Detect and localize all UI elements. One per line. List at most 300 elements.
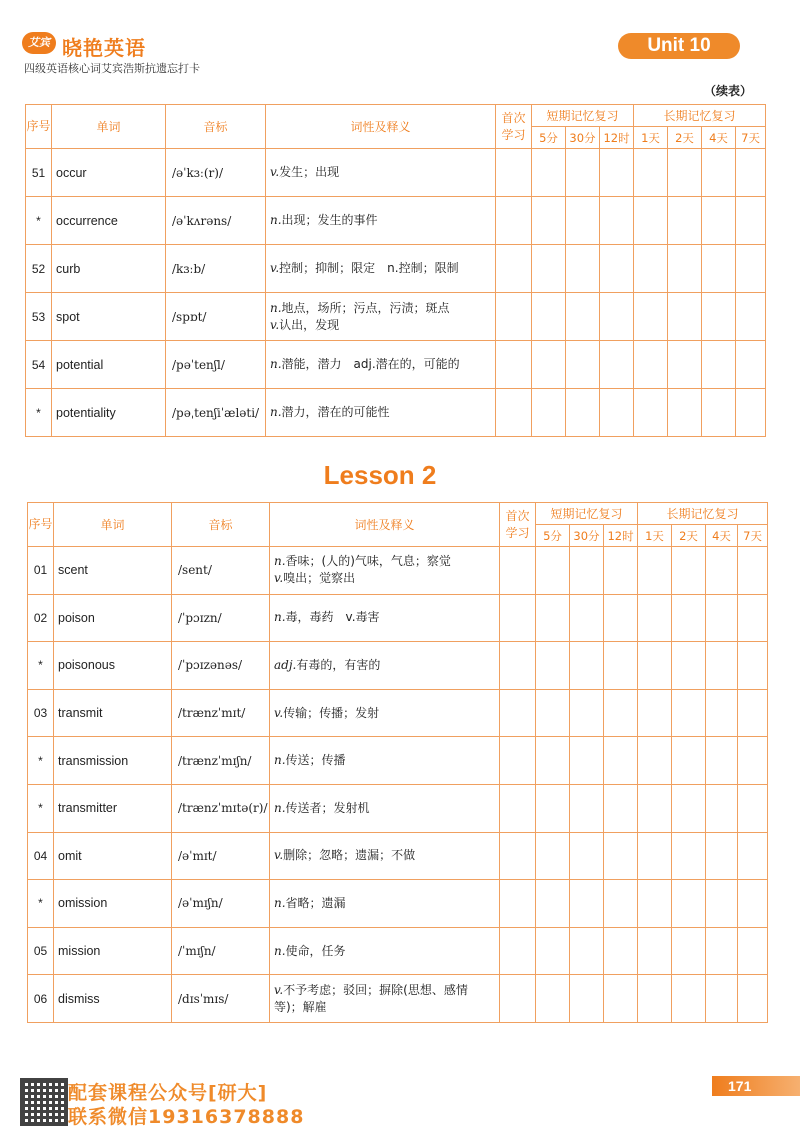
review-checkbox-cell[interactable]: [536, 927, 570, 975]
review-checkbox-cell[interactable]: [706, 880, 738, 928]
meaning-text: 嗅出；觉察出: [283, 571, 356, 586]
header-interval: 1天: [634, 127, 668, 149]
meaning-text: 毒，毒药 v.毒害: [285, 610, 380, 625]
review-checkbox-cell[interactable]: [638, 975, 672, 1023]
review-checkbox-cell[interactable]: [500, 784, 536, 832]
review-checkbox-cell[interactable]: [604, 594, 638, 642]
table-row: [28, 737, 768, 785]
header-interval: 7天: [736, 127, 766, 149]
review-checkbox-cell[interactable]: [604, 975, 638, 1023]
header-long-term: 长期记忆复习: [634, 105, 766, 127]
review-checkbox-cell[interactable]: [536, 832, 570, 880]
review-checkbox-cell[interactable]: [600, 245, 634, 293]
pronunciation-cell: /dɪsˈmɪs/: [172, 975, 270, 1023]
meaning-text: 删除；忽略；遗漏；不做: [283, 848, 416, 863]
header-first-study: 首次学习: [496, 105, 532, 149]
review-checkbox-cell[interactable]: [570, 594, 604, 642]
table-row: [28, 594, 768, 642]
table-row: [28, 975, 768, 1023]
word-cell: spot: [52, 293, 166, 341]
definition-line: [274, 982, 499, 999]
header-interval: 1天: [638, 525, 672, 547]
review-checkbox-cell[interactable]: [570, 737, 604, 785]
row-number: *: [28, 784, 54, 832]
review-checkbox-cell[interactable]: [496, 341, 532, 389]
meaning-text: 等)；解雇: [274, 999, 327, 1014]
word-cell: poison: [54, 594, 172, 642]
word-cell: scent: [54, 547, 172, 595]
row-number: 05: [28, 927, 54, 975]
review-checkbox-cell[interactable]: [604, 547, 638, 595]
review-checkbox-cell[interactable]: [738, 547, 768, 595]
review-checkbox-cell[interactable]: [672, 689, 706, 737]
qr-code: [20, 1078, 68, 1126]
pronunciation-cell: /əˈkɜː(r)/: [166, 149, 266, 197]
review-checkbox-cell[interactable]: [736, 245, 766, 293]
table-row: [28, 784, 768, 832]
review-checkbox-cell[interactable]: [702, 149, 736, 197]
review-checkbox-cell[interactable]: [702, 197, 736, 245]
header-short-term: 短期记忆复习: [536, 503, 638, 525]
review-checkbox-cell[interactable]: [638, 880, 672, 928]
part-of-speech: v.: [270, 165, 280, 179]
table-row: [26, 341, 766, 389]
review-checkbox-cell[interactable]: [500, 594, 536, 642]
row-number: 52: [26, 245, 52, 293]
review-checkbox-cell[interactable]: [536, 642, 570, 690]
row-number: 04: [28, 832, 54, 880]
review-checkbox-cell[interactable]: [604, 880, 638, 928]
meaning-text: 省略；遗漏: [285, 895, 346, 910]
review-checkbox-cell[interactable]: [496, 293, 532, 341]
row-number: 53: [26, 293, 52, 341]
definition-line: [274, 943, 499, 960]
review-checkbox-cell[interactable]: [706, 737, 738, 785]
definition-cell: [270, 975, 500, 1023]
table-row: [28, 927, 768, 975]
pronunciation-cell: /əˈkʌrəns/: [166, 197, 266, 245]
pronunciation-cell: /spɒt/: [166, 293, 266, 341]
review-checkbox-cell[interactable]: [702, 389, 736, 437]
definition-cell: [266, 197, 496, 245]
review-checkbox-cell[interactable]: [496, 389, 532, 437]
pronunciation-cell: /sent/: [172, 547, 270, 595]
review-checkbox-cell[interactable]: [638, 547, 672, 595]
header-interval: 2天: [668, 127, 702, 149]
definition-cell: [270, 927, 500, 975]
review-checkbox-cell[interactable]: [634, 197, 668, 245]
review-checkbox-cell[interactable]: [668, 293, 702, 341]
definition-cell: [270, 784, 500, 832]
review-checkbox-cell[interactable]: [604, 642, 638, 690]
review-checkbox-cell[interactable]: [706, 642, 738, 690]
table-row: [28, 547, 768, 595]
definition-line: [274, 553, 499, 570]
review-checkbox-cell[interactable]: [570, 784, 604, 832]
review-checkbox-cell[interactable]: [702, 293, 736, 341]
pronunciation-cell: /trænzˈmɪʃn/: [172, 737, 270, 785]
part-of-speech: n.: [274, 800, 286, 815]
review-checkbox-cell[interactable]: [672, 975, 706, 1023]
review-checkbox-cell[interactable]: [600, 389, 634, 437]
header-interval: 2天: [672, 525, 706, 547]
review-checkbox-cell[interactable]: [566, 149, 600, 197]
review-checkbox-cell[interactable]: [638, 737, 672, 785]
review-checkbox-cell[interactable]: [706, 689, 738, 737]
part-of-speech: v.: [270, 261, 280, 275]
part-of-speech: n.: [270, 357, 282, 371]
table-row: [28, 642, 768, 690]
review-checkbox-cell[interactable]: [668, 389, 702, 437]
part-of-speech: n.: [270, 300, 282, 315]
word-cell: dismiss: [54, 975, 172, 1023]
review-checkbox-cell[interactable]: [634, 245, 668, 293]
review-checkbox-cell[interactable]: [706, 975, 738, 1023]
definition-line: [274, 847, 499, 864]
review-checkbox-cell[interactable]: [496, 149, 532, 197]
definition-line: [274, 705, 499, 722]
row-number: 03: [28, 689, 54, 737]
table-row: [26, 149, 766, 197]
word-cell: potentiality: [52, 389, 166, 437]
pronunciation-cell: /ˈmɪʃn/: [172, 927, 270, 975]
promo-line-2: 联系微信19316378888: [68, 1106, 305, 1128]
review-checkbox-cell[interactable]: [500, 642, 536, 690]
review-checkbox-cell[interactable]: [532, 389, 566, 437]
definition-line: [270, 404, 495, 421]
header-def: 词性及释义: [266, 105, 496, 149]
part-of-speech: n.: [274, 610, 286, 625]
definition-cell: [270, 594, 500, 642]
part-of-speech: v.: [274, 982, 284, 997]
page-number-bar: [712, 1076, 800, 1096]
review-checkbox-cell[interactable]: [668, 341, 702, 389]
meaning-text: 潜力，潜在的可能性: [281, 405, 390, 419]
definition-cell: [266, 245, 496, 293]
meaning-text: 传送者；发射机: [285, 800, 370, 815]
review-checkbox-cell[interactable]: [706, 594, 738, 642]
word-cell: poisonous: [54, 642, 172, 690]
definition-line: [270, 356, 495, 373]
part-of-speech: n.: [274, 943, 286, 958]
review-checkbox-cell[interactable]: [634, 149, 668, 197]
review-checkbox-cell[interactable]: [496, 197, 532, 245]
definition-line: [270, 164, 495, 181]
part-of-speech: v.: [274, 848, 284, 863]
review-checkbox-cell[interactable]: [536, 594, 570, 642]
definition-line: [274, 895, 499, 912]
review-checkbox-cell[interactable]: [600, 149, 634, 197]
review-checkbox-cell[interactable]: [672, 927, 706, 975]
review-checkbox-cell[interactable]: [738, 927, 768, 975]
vocab-table-1: [25, 104, 766, 437]
word-cell: transmitter: [54, 784, 172, 832]
review-checkbox-cell[interactable]: [706, 832, 738, 880]
table-row: [28, 832, 768, 880]
definition-cell: [270, 689, 500, 737]
header-word: 单词: [54, 503, 172, 547]
pronunciation-cell: /trænzˈmɪtə(r)/: [172, 784, 270, 832]
brand-name: 晓艳英语: [62, 36, 146, 60]
meaning-text: 有毒的，有害的: [296, 657, 381, 672]
part-of-speech: n.: [274, 895, 286, 910]
review-checkbox-cell[interactable]: [566, 245, 600, 293]
definition-cell: [266, 389, 496, 437]
definition-cell: [270, 832, 500, 880]
review-checkbox-cell[interactable]: [672, 594, 706, 642]
review-checkbox-cell[interactable]: [570, 975, 604, 1023]
review-checkbox-cell[interactable]: [500, 737, 536, 785]
review-checkbox-cell[interactable]: [536, 975, 570, 1023]
review-checkbox-cell[interactable]: [672, 547, 706, 595]
part-of-speech: v.: [274, 705, 284, 720]
header-interval: 30分: [566, 127, 600, 149]
table-row: [26, 245, 766, 293]
header-interval: 30分: [570, 525, 604, 547]
review-checkbox-cell[interactable]: [570, 927, 604, 975]
definition-line: [270, 212, 495, 229]
review-checkbox-cell[interactable]: [496, 245, 532, 293]
review-checkbox-cell[interactable]: [634, 293, 668, 341]
pronunciation-cell: /trænzˈmɪt/: [172, 689, 270, 737]
pronunciation-cell: /əˈmɪʃn/: [172, 880, 270, 928]
word-cell: omission: [54, 880, 172, 928]
definition-cell: [266, 341, 496, 389]
review-checkbox-cell[interactable]: [570, 547, 604, 595]
header-word: 单词: [52, 105, 166, 149]
review-checkbox-cell[interactable]: [500, 927, 536, 975]
review-checkbox-cell[interactable]: [536, 784, 570, 832]
word-cell: omit: [54, 832, 172, 880]
review-checkbox-cell[interactable]: [604, 737, 638, 785]
row-number: *: [28, 642, 54, 690]
review-checkbox-cell[interactable]: [672, 642, 706, 690]
pronunciation-cell: /kɜːb/: [166, 245, 266, 293]
review-checkbox-cell[interactable]: [566, 341, 600, 389]
pronunciation-cell: /ˈpɔɪzənəs/: [172, 642, 270, 690]
review-checkbox-cell[interactable]: [706, 927, 738, 975]
header-interval: 5分: [536, 525, 570, 547]
word-cell: occur: [52, 149, 166, 197]
header-interval: 12时: [604, 525, 638, 547]
review-checkbox-cell[interactable]: [736, 341, 766, 389]
definition-cell: [266, 149, 496, 197]
part-of-speech: n.: [270, 405, 282, 419]
review-checkbox-cell[interactable]: [604, 784, 638, 832]
row-number: 06: [28, 975, 54, 1023]
header-first-study: 首次学习: [500, 503, 536, 547]
table-row: [26, 389, 766, 437]
row-number: *: [28, 737, 54, 785]
review-checkbox-cell[interactable]: [604, 689, 638, 737]
review-checkbox-cell[interactable]: [736, 149, 766, 197]
header-short-term: 短期记忆复习: [532, 105, 634, 127]
definition-cell: [270, 547, 500, 595]
review-checkbox-cell[interactable]: [638, 689, 672, 737]
header-def: 词性及释义: [270, 503, 500, 547]
row-number: *: [28, 880, 54, 928]
review-checkbox-cell[interactable]: [672, 880, 706, 928]
review-checkbox-cell[interactable]: [570, 832, 604, 880]
header-interval: 7天: [738, 525, 768, 547]
header-long-term: 长期记忆复习: [638, 503, 768, 525]
row-number: 54: [26, 341, 52, 389]
review-checkbox-cell[interactable]: [668, 245, 702, 293]
table-row: [26, 293, 766, 341]
review-checkbox-cell[interactable]: [668, 197, 702, 245]
pronunciation-cell: /ˈpɔɪzn/: [172, 594, 270, 642]
word-cell: potential: [52, 341, 166, 389]
review-checkbox-cell[interactable]: [600, 341, 634, 389]
review-checkbox-cell[interactable]: [738, 784, 768, 832]
review-checkbox-cell[interactable]: [738, 642, 768, 690]
review-checkbox-cell[interactable]: [566, 293, 600, 341]
definition-cell: [270, 737, 500, 785]
review-checkbox-cell[interactable]: [736, 197, 766, 245]
review-checkbox-cell[interactable]: [566, 389, 600, 437]
header-pron: 音标: [166, 105, 266, 149]
definition-line: [274, 800, 499, 817]
review-checkbox-cell[interactable]: [600, 293, 634, 341]
continued-label: （续表）: [704, 84, 753, 98]
review-checkbox-cell[interactable]: [638, 594, 672, 642]
review-checkbox-cell[interactable]: [672, 832, 706, 880]
review-checkbox-cell[interactable]: [566, 197, 600, 245]
meaning-text: 地点，场所；污点，污渍；斑点: [281, 300, 450, 315]
review-checkbox-cell[interactable]: [570, 689, 604, 737]
definition-cell: [266, 293, 496, 341]
review-checkbox-cell[interactable]: [600, 197, 634, 245]
review-checkbox-cell[interactable]: [634, 389, 668, 437]
lesson-title: Lesson 2: [323, 460, 437, 490]
pronunciation-cell: /pəˈtenʃl/: [166, 341, 266, 389]
vocab-table-2: [27, 502, 768, 1023]
page-number: 171: [728, 1078, 752, 1094]
word-cell: transmission: [54, 737, 172, 785]
part-of-speech: n.: [274, 753, 286, 768]
meaning-text: 传输；传播；发射: [283, 705, 380, 720]
review-checkbox-cell[interactable]: [500, 832, 536, 880]
review-checkbox-cell[interactable]: [532, 149, 566, 197]
word-cell: mission: [54, 927, 172, 975]
review-checkbox-cell[interactable]: [702, 341, 736, 389]
definition-cell: [270, 880, 500, 928]
meaning-text: 潜能，潜力 adj.潜在的，可能的: [281, 357, 460, 371]
meaning-text: 使命，任务: [285, 943, 346, 958]
review-checkbox-cell[interactable]: [736, 389, 766, 437]
review-checkbox-cell[interactable]: [604, 927, 638, 975]
review-checkbox-cell[interactable]: [500, 689, 536, 737]
definition-line: [270, 300, 495, 317]
row-number: 01: [28, 547, 54, 595]
meaning-text: 不予考虑；驳回；摒除(思想、感情: [283, 982, 468, 997]
review-checkbox-cell[interactable]: [738, 880, 768, 928]
definition-line: [270, 260, 495, 277]
review-checkbox-cell[interactable]: [500, 880, 536, 928]
review-checkbox-cell[interactable]: [536, 880, 570, 928]
meaning-text: 认出，发现: [279, 317, 340, 332]
part-of-speech: adj.: [274, 657, 297, 672]
review-checkbox-cell[interactable]: [706, 784, 738, 832]
definition-line: [270, 317, 495, 334]
review-checkbox-cell[interactable]: [702, 245, 736, 293]
pronunciation-cell: /pəˌtenʃiˈæləti/: [166, 389, 266, 437]
review-checkbox-cell[interactable]: [532, 197, 566, 245]
header-interval: 5分: [532, 127, 566, 149]
part-of-speech: n.: [270, 213, 282, 227]
review-checkbox-cell[interactable]: [532, 245, 566, 293]
review-checkbox-cell[interactable]: [638, 832, 672, 880]
meaning-text: 控制；抑制；限定 n.控制；限制: [279, 261, 459, 275]
header-interval: 4天: [702, 127, 736, 149]
part-of-speech: n.: [274, 554, 286, 569]
promo-line-1: 配套课程公众号[研大]: [68, 1082, 268, 1104]
header-pron: 音标: [172, 503, 270, 547]
review-checkbox-cell[interactable]: [738, 975, 768, 1023]
review-checkbox-cell[interactable]: [532, 341, 566, 389]
review-checkbox-cell[interactable]: [668, 149, 702, 197]
review-checkbox-cell[interactable]: [536, 737, 570, 785]
review-checkbox-cell[interactable]: [570, 642, 604, 690]
header-interval: 12时: [600, 127, 634, 149]
table-row: [26, 197, 766, 245]
review-checkbox-cell[interactable]: [738, 594, 768, 642]
meaning-text: 传送；传播: [285, 753, 346, 768]
part-of-speech: v.: [270, 317, 280, 332]
meaning-text: 发生；出现: [279, 165, 340, 179]
definition-line: [274, 570, 499, 587]
review-checkbox-cell[interactable]: [604, 832, 638, 880]
row-number: *: [26, 197, 52, 245]
unit-badge: Unit 10: [618, 33, 740, 59]
review-checkbox-cell[interactable]: [634, 341, 668, 389]
definition-line: [274, 609, 499, 626]
review-checkbox-cell[interactable]: [638, 927, 672, 975]
word-cell: curb: [52, 245, 166, 293]
row-number: 51: [26, 149, 52, 197]
logo-badge: 艾宾: [22, 32, 56, 54]
review-checkbox-cell[interactable]: [638, 642, 672, 690]
table-row: [28, 880, 768, 928]
row-number: *: [26, 389, 52, 437]
review-checkbox-cell[interactable]: [672, 784, 706, 832]
definition-line: [274, 999, 499, 1016]
review-checkbox-cell[interactable]: [536, 689, 570, 737]
review-checkbox-cell[interactable]: [706, 547, 738, 595]
definition-line: [274, 752, 499, 769]
table-row: [28, 689, 768, 737]
review-checkbox-cell[interactable]: [736, 293, 766, 341]
book-subtitle: 四级英语核心词艾宾浩斯抗遗忘打卡: [24, 62, 200, 75]
definition-line: [274, 657, 499, 674]
pronunciation-cell: /əˈmɪt/: [172, 832, 270, 880]
word-cell: occurrence: [52, 197, 166, 245]
review-checkbox-cell[interactable]: [570, 880, 604, 928]
header-interval: 4天: [706, 525, 738, 547]
definition-cell: [270, 642, 500, 690]
review-checkbox-cell[interactable]: [738, 832, 768, 880]
header-num: 序号: [26, 105, 52, 149]
review-checkbox-cell[interactable]: [500, 975, 536, 1023]
review-checkbox-cell[interactable]: [500, 547, 536, 595]
review-checkbox-cell[interactable]: [638, 784, 672, 832]
review-checkbox-cell[interactable]: [738, 737, 768, 785]
review-checkbox-cell[interactable]: [532, 293, 566, 341]
review-checkbox-cell[interactable]: [672, 737, 706, 785]
review-checkbox-cell[interactable]: [536, 547, 570, 595]
review-checkbox-cell[interactable]: [738, 689, 768, 737]
meaning-text: 出现；发生的事件: [281, 213, 378, 227]
